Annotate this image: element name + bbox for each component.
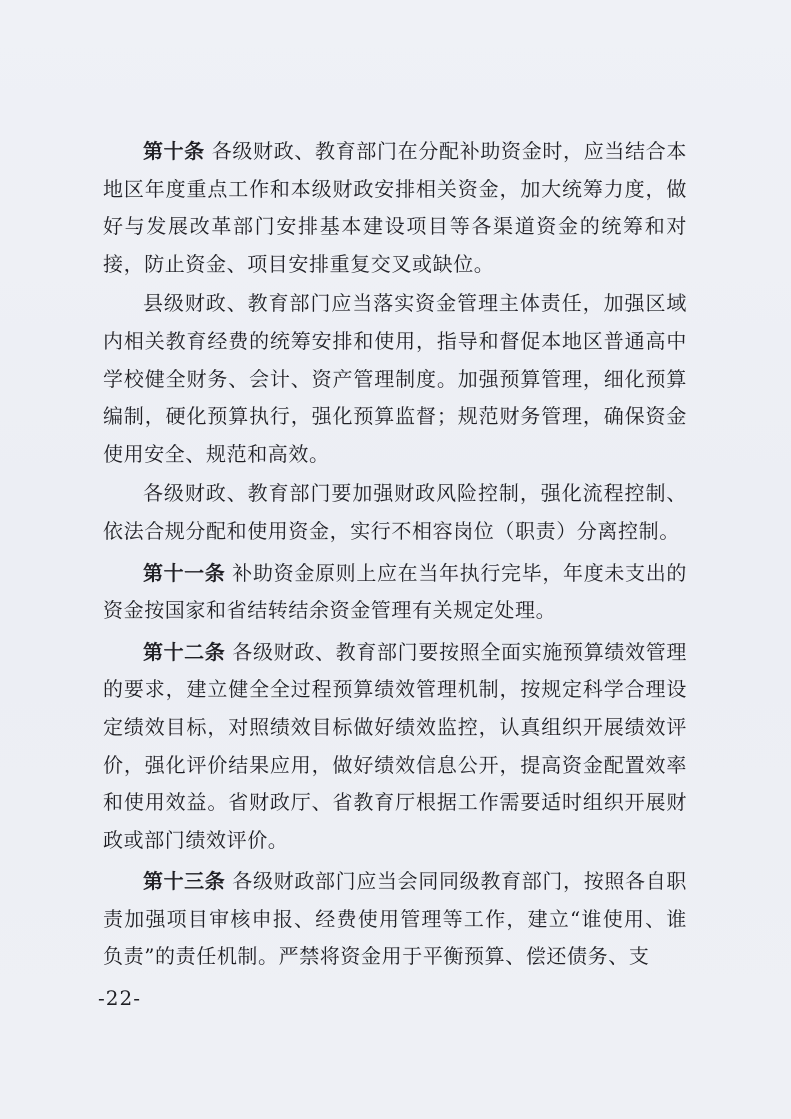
article-13-text: 各级财政部门应当会同同级教育部门，按照各自职责加强项目审核申报、经费使用管理等工作，建立“谁使用、谁负责”的责任机制。严禁将资金用于平衡预算、偿还债务、支 bbox=[103, 869, 687, 969]
document-body bbox=[103, 133, 687, 978]
article-11-paragraph bbox=[103, 555, 687, 630]
article-10-text-3: 各级财政、教育部门要加强财政风险控制，强化流程控制、依法合规分配和使用资金，实行不相容岗位（职责）分离控制。 bbox=[103, 481, 687, 543]
article-10-paragraph bbox=[103, 133, 687, 283]
article-11-text: 补助资金原则上应在当年执行完毕，年度未支出的资金按国家和省结转结余资金管理有关规定处理。 bbox=[103, 560, 687, 623]
article-12-text: 各级财政、教育部门要按照全面实施预算绩效管理的要求，建立健全全过程预算绩效管理机制，按规定科学合理设定绩效目标，对照绩效目标做好绩效监控，认真组织开展绩效评价，强化评价结果应用，做好绩效信息公开，提高资金配置效率和使用效益。省财政厅、省教育厅根据工作需要适时组织开展财政或部门绩效评价。 bbox=[103, 639, 687, 852]
article-10-paragraph-3 bbox=[103, 475, 687, 550]
page-number: -22- bbox=[98, 986, 141, 1010]
article-13-paragraph bbox=[103, 863, 687, 976]
article-10-paragraph-2 bbox=[103, 285, 687, 473]
article-10-heading: 第十条 bbox=[143, 139, 205, 163]
article-13-heading: 第十三条 bbox=[143, 869, 226, 894]
article-12-heading: 第十二条 bbox=[143, 639, 226, 664]
article-11-heading: 第十一条 bbox=[143, 560, 226, 585]
article-10-text: 各级财政、教育部门在分配补助资金时，应当结合本地区年度重点工作和本级财政安排相关资金，加大统筹力度，做好与发展改革部门安排基本建设项目等各渠道资金的统筹和对接，防止资金、项目安排重复交叉或缺位。 bbox=[103, 139, 687, 276]
article-10-text-2: 县级财政、教育部门应当落实资金管理主体责任，加强区域内相关教育经费的统筹安排和使用，指导和督促本地区普通高中学校健全财务、会计、资产管理制度。加强预算管理，细化预算编制，硬化预算执行，强化预算监督；规范财务管理，确保资金使用安全、规范和高效。 bbox=[103, 291, 687, 466]
article-12-paragraph bbox=[103, 634, 687, 860]
